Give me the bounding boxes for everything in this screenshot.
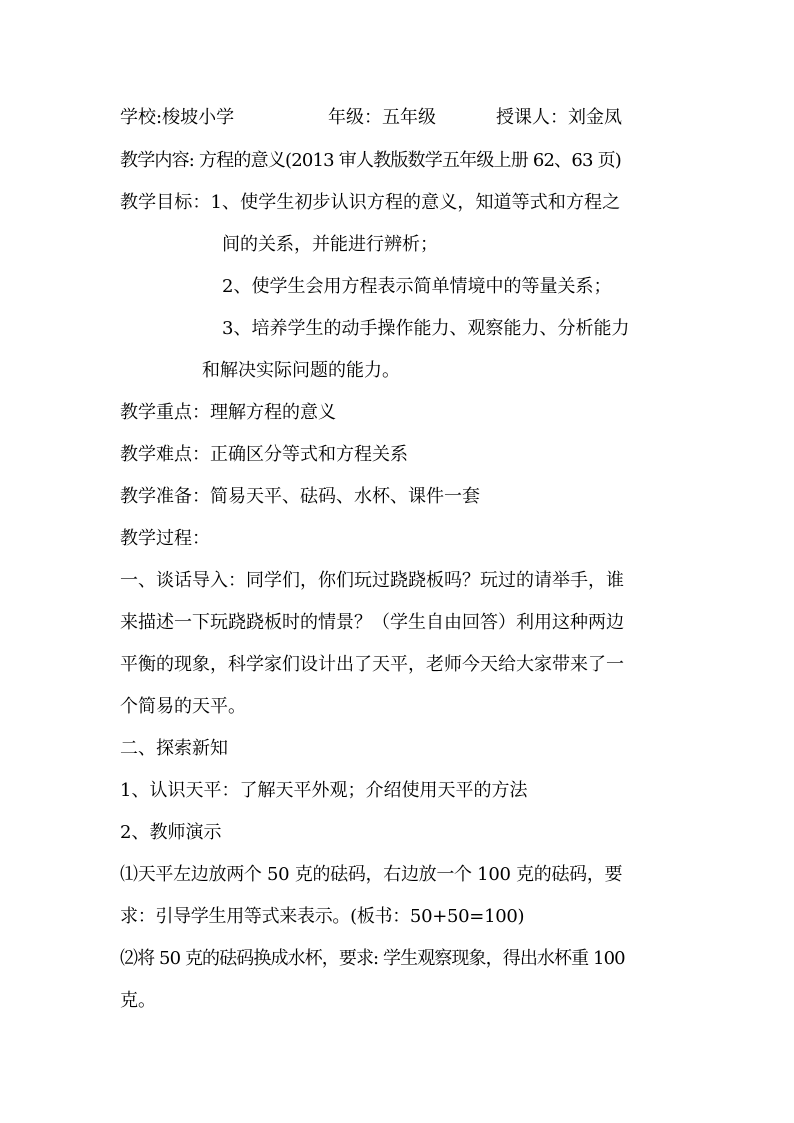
demo-2-line-2: 克。 — [120, 990, 156, 1011]
demo-1-line-1: ⑴天平左边放两个 50 克的砝码，右边放一个 100 克的砝码，要 — [120, 864, 623, 885]
header-row — [120, 106, 680, 130]
key-point: 教学重点：理解方程的意义 — [120, 402, 336, 423]
objective-line-1: 教学目标：1、使学生初步认识方程的意义，知道等式和方程之 — [120, 192, 621, 213]
objective-line-3: 2、使学生会用方程表示简单情境中的等量关系； — [222, 276, 612, 297]
objective-line-4: 3、培养学生的动手操作能力、观察能力、分析能力 — [222, 318, 630, 339]
intro-line-1: 一、谈话导入：同学们，你们玩过跷跷板吗？玩过的请举手，谁 — [120, 570, 624, 591]
demo-2-line-1: ⑵将 50 克的砝码换成水杯，要求: 学生观察现象，得出水杯重 100 — [120, 948, 625, 969]
teacher-label: 授课人：刘金凤 — [496, 107, 622, 128]
difficulty: 教学难点：正确区分等式和方程关系 — [120, 444, 408, 465]
process-title: 教学过程： — [120, 528, 210, 549]
teaching-content: 教学内容: 方程的意义(2013 审人教版数学五年级上册 62、63 页) — [120, 150, 622, 171]
grade-label: 年级：五年级 — [328, 107, 436, 128]
school-label: 学校:梭坡小学 — [120, 107, 235, 128]
objective-line-5: 和解决实际问题的能力。 — [202, 360, 400, 381]
preparation: 教学准备：简易天平、砝码、水杯、课件一套 — [120, 486, 480, 507]
intro-line-3: 平衡的现象，科学家们设计出了天平，老师今天给大家带来了一 — [120, 654, 624, 675]
intro-line-4: 个简易的天平。 — [120, 696, 246, 717]
objective-line-2: 间的关系，并能进行辨析； — [222, 234, 438, 255]
step-1: 1、认识天平：了解天平外观；介绍使用天平的方法 — [120, 780, 528, 801]
step-2: 2、教师演示 — [120, 822, 222, 843]
explore-title: 二、探索新知 — [120, 738, 228, 759]
demo-1-line-2: 求：引导学生用等式来表示。(板书：50+50=100) — [120, 906, 525, 927]
intro-line-2: 来描述一下玩跷跷板时的情景？（学生自由回答）利用这种两边 — [120, 612, 624, 633]
